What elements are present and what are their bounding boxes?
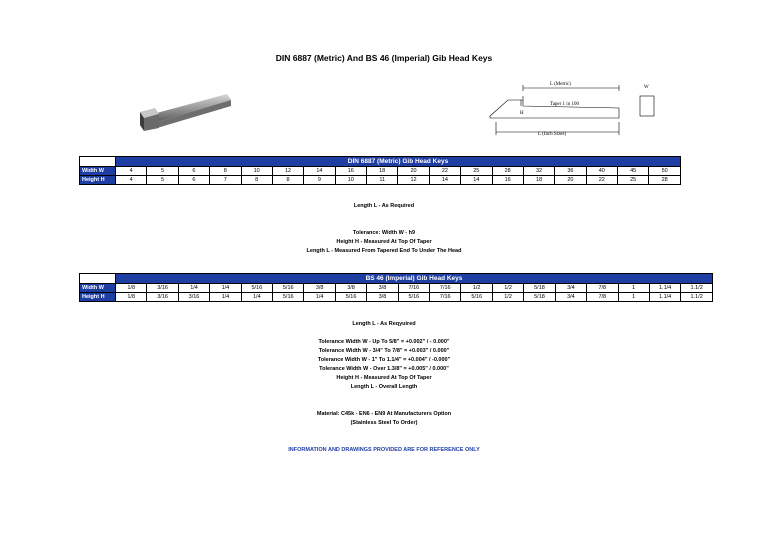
- table-cell: 1/2: [461, 284, 492, 293]
- table-cell: 40: [586, 167, 617, 176]
- table-cell: 8: [210, 167, 241, 176]
- table-cell: 16: [335, 167, 366, 176]
- din-table: [79, 156, 681, 185]
- table-cell: 3/8: [335, 284, 366, 293]
- table-cell: 20: [398, 167, 429, 176]
- table-row: [80, 167, 681, 176]
- table-cell: 28: [649, 176, 681, 185]
- table-cell: 7/8: [587, 284, 618, 293]
- table-cell: 10: [335, 176, 366, 185]
- bs-height-note: Height H - Measured At Top Of Taper: [336, 375, 432, 381]
- table-cell: 1: [618, 293, 649, 302]
- bs-tolerance-note-2: Tolerance Width W - 3/4" To 7/8" = +0.003" / 0.000": [318, 348, 450, 354]
- table-cell: 3/16: [178, 293, 209, 302]
- table-row: [80, 284, 713, 293]
- table-cell: 1/2: [492, 284, 523, 293]
- row-label: Height H: [80, 176, 116, 185]
- key-drawing: [486, 76, 666, 140]
- table-cell: 1.1/2: [681, 293, 713, 302]
- table-cell: 36: [555, 167, 586, 176]
- table-cell: 1: [618, 284, 649, 293]
- table-cell: 11: [367, 176, 398, 185]
- table-cell: 25: [618, 176, 649, 185]
- table-cell: 4: [116, 176, 147, 185]
- din-table-caption: DIN 6887 (Metric) Gib Head Keys: [116, 157, 681, 167]
- table-cell: 10: [241, 167, 272, 176]
- table-cell: 12: [398, 176, 429, 185]
- table-cell: 12: [272, 167, 303, 176]
- table-cell: 6: [178, 176, 209, 185]
- table-cell: 14: [429, 176, 460, 185]
- table-cell: 5/16: [461, 293, 492, 302]
- table-cell: 5/18: [524, 293, 555, 302]
- table-cell: 25: [461, 167, 492, 176]
- stainless-note: (Stainless Steel To Order): [350, 420, 418, 426]
- page-title: DIN 6887 (Metric) And BS 46 (Imperial) Gib Head Keys: [275, 53, 493, 63]
- reference-disclaimer: INFORMATION AND DRAWINGS PROVIDED ARE FOR REFERENCE ONLY: [288, 447, 480, 453]
- table-cell: 45: [618, 167, 649, 176]
- table-cell: 8: [241, 176, 272, 185]
- table-cell: 7/16: [430, 293, 461, 302]
- table-cell: 1/4: [178, 284, 209, 293]
- table-row: [80, 293, 713, 302]
- table-row: [80, 176, 681, 185]
- table-cell: 50: [649, 167, 681, 176]
- table-cell: 5/16: [273, 284, 304, 293]
- table-cell: 5/16: [335, 293, 366, 302]
- table-cell: 3/8: [304, 284, 335, 293]
- table-cell: 1/4: [210, 284, 241, 293]
- table-cell: 20: [555, 176, 586, 185]
- bs-table-caption: BS 46 (Imperial) Gib Head Keys: [116, 274, 713, 284]
- table-cell: 5/16: [398, 293, 429, 302]
- l-metric-label: L (Metric): [550, 82, 571, 87]
- table-cell: 7/16: [398, 284, 429, 293]
- table-cell: 1/4: [304, 293, 335, 302]
- din-height-note: Height H - Measured At Top Of Taper: [336, 239, 432, 245]
- table-cell: 28: [492, 167, 523, 176]
- table-cell: 7: [210, 176, 241, 185]
- bs-table: [79, 273, 713, 302]
- table-cell: 3/4: [555, 284, 586, 293]
- table-cell: 5/18: [524, 284, 555, 293]
- table-cell: 1.1/4: [649, 293, 680, 302]
- table-cell: 1/2: [492, 293, 523, 302]
- h-label: H: [520, 111, 524, 116]
- table-cell: 3/16: [147, 284, 178, 293]
- table-cell: 3/8: [367, 284, 398, 293]
- table-cell: 18: [523, 176, 554, 185]
- bs-length-note: Length L - As Reqyuired: [352, 321, 416, 327]
- table-cell: 5: [147, 167, 178, 176]
- table-cell: 9: [304, 176, 335, 185]
- row-label: Width W: [80, 167, 116, 176]
- din-length-measure-note: Length L - Measured From Tapered End To Under The Head: [306, 248, 462, 254]
- table-cell: 6: [178, 167, 209, 176]
- table-cell: 14: [304, 167, 335, 176]
- bs-length-overall-note: Length L - Overall Length: [350, 384, 418, 390]
- table-cell: 3/4: [555, 293, 586, 302]
- table-cell: 32: [523, 167, 554, 176]
- taper-label: Taper 1 in 100: [550, 102, 579, 107]
- table-cell: 18: [367, 167, 398, 176]
- table-cell: 22: [586, 176, 617, 185]
- table-cell: 5/16: [273, 293, 304, 302]
- gib-head-key-image: [135, 88, 235, 136]
- bs-tolerance-note-4: Tolerance Width W - Over 1.3/8" = +0.005" / 0.000": [319, 366, 449, 372]
- table-cell: 16: [492, 176, 523, 185]
- row-label: Height H: [80, 293, 116, 302]
- w-label: W: [644, 85, 649, 90]
- din-length-note: Length L - As Required: [353, 203, 415, 209]
- table-cell: 7/8: [587, 293, 618, 302]
- table-cell: 1/8: [116, 284, 147, 293]
- table-cell: 8: [272, 176, 303, 185]
- l-inch-label: L (Inch Sizes): [538, 132, 567, 137]
- din-tolerance-note: Tolerance: Width W - h9: [352, 230, 416, 236]
- row-label: Width W: [80, 284, 116, 293]
- table-cell: 3/16: [147, 293, 178, 302]
- bs-tolerance-note-3: Tolerance Width W - 1" To 1.1/4" = +0.004" / -0.000": [317, 357, 451, 363]
- table-cell: 4: [116, 167, 147, 176]
- table-cell: 1.1/4: [649, 284, 680, 293]
- table-cell: 14: [461, 176, 492, 185]
- table-cell: 1/4: [210, 293, 241, 302]
- table-cell: 22: [429, 167, 460, 176]
- table-cell: 3/8: [367, 293, 398, 302]
- table-cell: 7/16: [430, 284, 461, 293]
- table-cell: 5/16: [241, 284, 272, 293]
- bs-tolerance-note-1: Tolerance Width W - Up To 5/8" = +0.002" / - 0.000": [318, 339, 450, 345]
- table-cell: 1/8: [116, 293, 147, 302]
- table-cell: 5: [147, 176, 178, 185]
- table-cell: 1.1/2: [681, 284, 713, 293]
- table-cell: 1/4: [241, 293, 272, 302]
- material-note: Material: C45k - EN6 - EN9 At Manufacturers Option: [316, 411, 452, 417]
